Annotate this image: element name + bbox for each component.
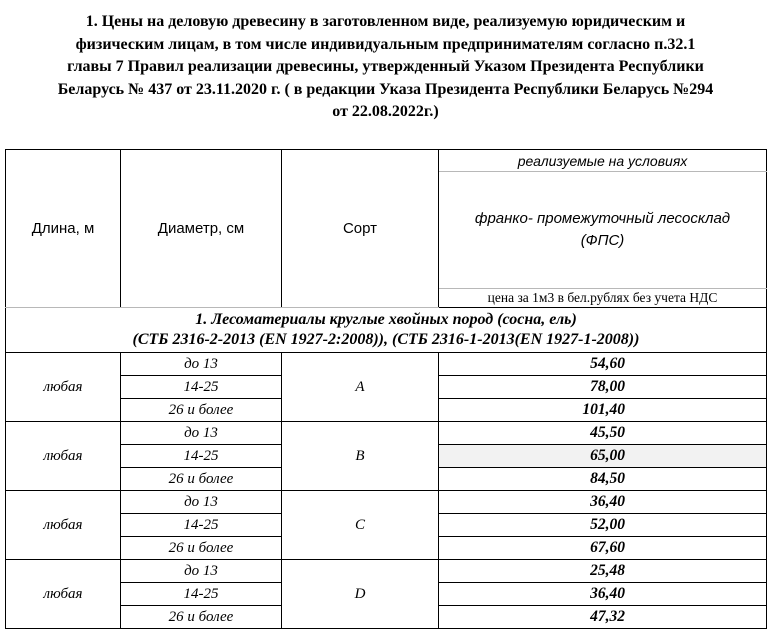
heading-line: физическим лицам, в том числе индивидуальным предпринимателям согласно п.32.1	[75, 35, 696, 53]
price-cell: 47,32	[439, 606, 767, 629]
table-row	[6, 422, 767, 445]
diameter-cell: 14-25	[121, 376, 282, 399]
header-length: Длина, м	[6, 150, 121, 308]
table-row	[6, 560, 767, 583]
price-cell: 25,48	[439, 560, 767, 583]
grade-cell: A	[282, 353, 439, 422]
table-row	[6, 353, 767, 376]
document-heading	[0, 11, 771, 124]
header-shipping-line1: франко- промежуточный лесосклад	[474, 210, 731, 227]
diameter-cell: до 13	[121, 491, 282, 514]
length-cell: любая	[6, 491, 121, 560]
price-cell: 36,40	[439, 583, 767, 606]
price-cell: 78,00	[439, 376, 767, 399]
table-row	[6, 491, 767, 514]
heading-line: главы 7 Правил реализации древесины, утвержденный Указом Президента Республики	[67, 58, 704, 75]
price-cell: 65,00	[439, 445, 767, 468]
section-title	[6, 308, 767, 353]
length-cell: любая	[6, 353, 121, 422]
price-cell: 84,50	[439, 468, 767, 491]
heading-line: Беларусь № 437 от 23.11.2020 г. ( в редакции Указа Президента Республики Беларусь №294	[57, 80, 714, 98]
diameter-cell: 26 и более	[121, 537, 282, 560]
grade-cell: B	[282, 422, 439, 491]
diameter-cell: до 13	[121, 422, 282, 445]
header-conditions: реализуемые на условиях	[439, 150, 767, 172]
diameter-cell: 14-25	[121, 514, 282, 537]
length-cell: любая	[6, 422, 121, 491]
diameter-cell: 26 и более	[121, 468, 282, 491]
header-price-note: цена за 1м3 в бел.рублях без учета НДС	[439, 289, 767, 308]
diameter-cell: до 13	[121, 560, 282, 583]
header-diameter: Диаметр, см	[121, 150, 282, 308]
price-table	[5, 149, 767, 629]
header-shipping	[439, 172, 767, 289]
grade-cell: D	[282, 560, 439, 629]
price-cell: 52,00	[439, 514, 767, 537]
heading-line: от 22.08.2022г.)	[332, 103, 439, 120]
grade-cell: C	[282, 491, 439, 560]
header-shipping-line2: (ФПС)	[580, 232, 625, 249]
diameter-cell: 14-25	[121, 583, 282, 606]
diameter-cell: 26 и более	[121, 606, 282, 629]
price-cell: 54,60	[439, 353, 767, 376]
diameter-cell: до 13	[121, 353, 282, 376]
length-cell: любая	[6, 560, 121, 629]
section-title-line2: (СТБ 2316-2-2013 (EN 1927-2:2008)), (СТБ 2316-1-2013(EN 1927-1-2008))	[132, 331, 640, 348]
diameter-cell: 14-25	[121, 445, 282, 468]
heading-line: 1. Цены на деловую древесину в заготовленном виде, реализуемую юридическим и	[85, 13, 686, 30]
header-grade: Сорт	[282, 150, 439, 308]
price-cell: 45,50	[439, 422, 767, 445]
price-cell: 101,40	[439, 399, 767, 422]
price-cell: 67,60	[439, 537, 767, 560]
diameter-cell: 26 и более	[121, 399, 282, 422]
price-cell: 36,40	[439, 491, 767, 514]
section-title-line1: 1. Лесоматериалы круглые хвойных пород (сосна, ель)	[195, 311, 577, 328]
